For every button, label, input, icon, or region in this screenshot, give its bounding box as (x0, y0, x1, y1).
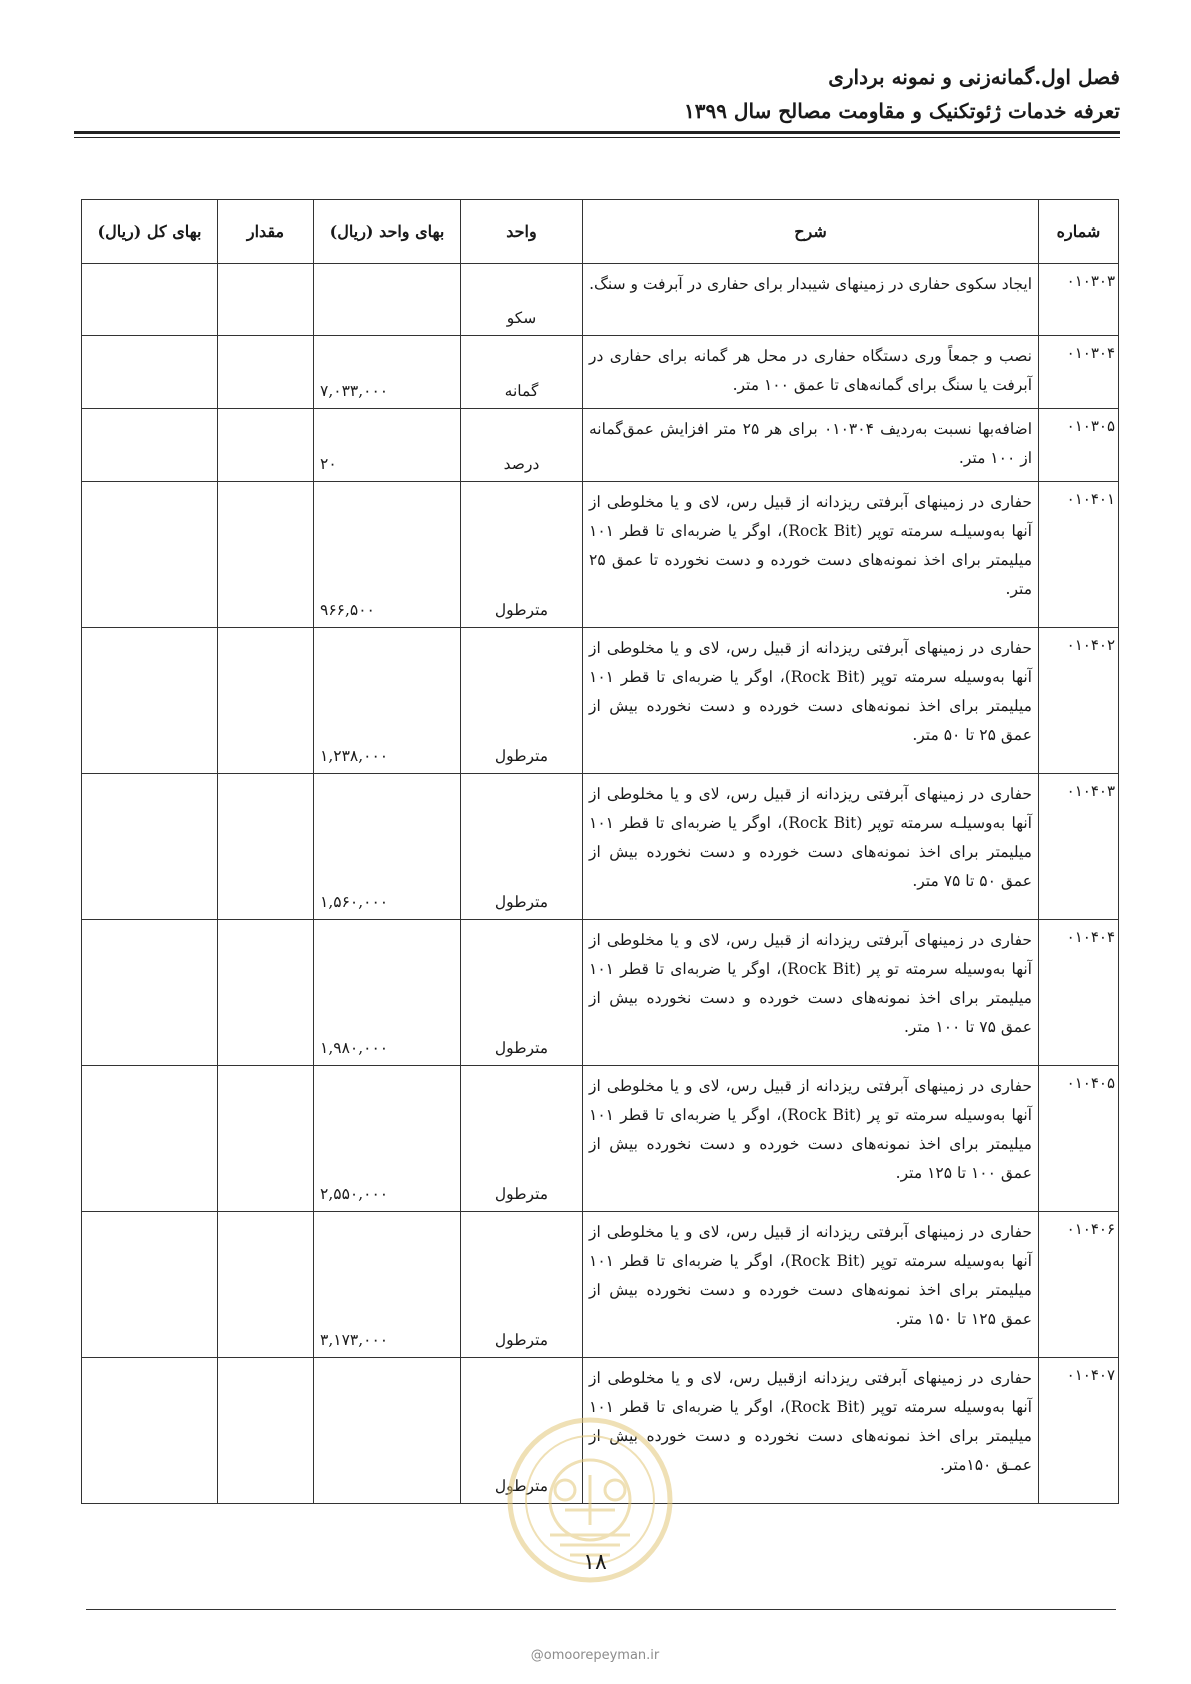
item-number: ۰۱۰۴۰۶ (1039, 1212, 1119, 1358)
item-number: ۰۱۰۴۰۷ (1039, 1358, 1119, 1504)
chapter-title: فصل اول.گمانه‌زنی و نمونه برداری (828, 65, 1120, 89)
item-total (82, 409, 218, 482)
item-number: ۰۱۰۴۰۲ (1039, 628, 1119, 774)
item-number: ۰۱۰۳۰۴ (1039, 336, 1119, 409)
item-description: حفاری در زمینهای آبرفتی ریزدانه از قبیل رس، لای و یا مخلوطی از آنها به‌وسیله سرمته توپر (Rock Bit)، اوگر یا ضربه‌ای تا قطر ۱۰۱ میلیمتر برای اخذ نمونه‌های دست خورده و دست نخورده بیش از عمق ۱۲۵ تا ۱۵۰ متر. (583, 1212, 1039, 1358)
table-row (82, 628, 1119, 774)
table-row (82, 409, 1119, 482)
item-unit: مترطول (461, 774, 583, 920)
item-unit-price: ۹۶۶,۵۰۰ (314, 482, 461, 628)
item-unit-price: ۳,۱۷۳,۰۰۰ (314, 1212, 461, 1358)
item-quantity (218, 1358, 314, 1504)
item-description: اضافه‌بها نسبت به‌ردیف ۰۱۰۳۰۴ برای هر ۲۵ متر افزایش عمق‌گمانه از ۱۰۰ متر. (583, 409, 1039, 482)
item-total (82, 264, 218, 336)
column-header-unit: واحد (461, 200, 583, 264)
table-row (82, 1212, 1119, 1358)
item-unit-price (314, 264, 461, 336)
item-unit: مترطول (461, 482, 583, 628)
item-unit-price (314, 1358, 461, 1504)
item-unit-price: ۲۰ (314, 409, 461, 482)
header-rule-thin (74, 137, 1120, 138)
item-number: ۰۱۰۴۰۳ (1039, 774, 1119, 920)
item-description: حفاری در زمینهای آبرفتی ریزدانه از قبیل رس، لای و یا مخلوطی از آنها به‌وسیله سرمته توپر (Rock Bit)، اوگر یا ضربه‌ای تا قطر ۱۰۱ میلیمتر برای اخذ نمونه‌های دست خورده و دست نخورده بیش از عمق ۲۵ تا ۵۰ متر. (583, 628, 1039, 774)
item-quantity (218, 774, 314, 920)
item-number: ۰۱۰۳۰۵ (1039, 409, 1119, 482)
column-header-number: شماره (1039, 200, 1119, 264)
tariff-table (81, 199, 1119, 1504)
page-number: ۱۸ (583, 1550, 607, 1575)
table-header-row (82, 200, 1119, 264)
item-unit: گمانه (461, 336, 583, 409)
item-quantity (218, 336, 314, 409)
item-description: حفاری در زمینهای آبرفتی ریزدانه از قبیل رس، لای و یا مخلوطی از آنها به‌وسیله سرمته تو پر (Rock Bit)، اوگر یا ضربه‌ای تا قطر ۱۰۱ میلیمتر برای اخذ نمونه‌های دست خورده و دست نخورده بیش از عمق ۷۵ تا ۱۰۰ متر. (583, 920, 1039, 1066)
column-header-description: شرح (583, 200, 1039, 264)
table-row (82, 1066, 1119, 1212)
header-rule-thick (74, 131, 1120, 134)
item-number: ۰۱۰۴۰۴ (1039, 920, 1119, 1066)
item-unit-price: ۲,۵۵۰,۰۰۰ (314, 1066, 461, 1212)
column-header-total: بهای کل (ریال) (82, 200, 218, 264)
item-unit-price: ۱,۲۳۸,۰۰۰ (314, 628, 461, 774)
item-number: ۰۱۰۴۰۱ (1039, 482, 1119, 628)
item-unit: مترطول (461, 1066, 583, 1212)
item-description: حفاری در زمینهای آبرفتی ریزدانه از قبیل رس، لای و یا مخلوطی از آنها به‌وسیله سرمته تو پر (Rock Bit)، اوگر یا ضربه‌ای تا قطر ۱۰۱ میلیمتر برای اخذ نمونه‌های دست خورده و دست نخورده بیش از عمق ۱۰۰ تا ۱۲۵ متر. (583, 1066, 1039, 1212)
item-unit: مترطول (461, 628, 583, 774)
item-unit: درصد (461, 409, 583, 482)
table-row (82, 264, 1119, 336)
item-total (82, 482, 218, 628)
item-description: ایجاد سکوی حفاری در زمینهای شیبدار برای حفاری در آبرفت و سنگ. (583, 264, 1039, 336)
table-row (82, 336, 1119, 409)
item-number: ۰۱۰۳۰۳ (1039, 264, 1119, 336)
item-quantity (218, 920, 314, 1066)
item-total (82, 774, 218, 920)
item-total (82, 1066, 218, 1212)
item-description: حفاری در زمینهای آبرفتی ریزدانه از قبیل رس، لای و یا مخلوطی از آنها به‌وسیلـه سرمته توپر (Rock Bit)، اوگر یا ضربه‌ای تا قطر ۱۰۱ میلیمتر برای اخذ نمونه‌های دست خورده و دست نخورده تا عمق ۲۵ متر. (583, 482, 1039, 628)
item-quantity (218, 1212, 314, 1358)
item-total (82, 628, 218, 774)
item-unit: سکو (461, 264, 583, 336)
item-description: حفاری در زمینهای آبرفتی ریزدانه ازقبیل رس، لای و یا مخلوطی از آنها به‌وسیله سرمته توپر (Rock Bit)، اوگر یا ضربه‌ای تا قطر ۱۰۱ میلیمتر برای اخذ نمونه‌های دست نخورده و دست خورده بیش از عمـق ۱۵۰متر. (583, 1358, 1039, 1504)
item-unit-price: ۱,۵۶۰,۰۰۰ (314, 774, 461, 920)
item-quantity (218, 628, 314, 774)
item-unit: مترطول (461, 1212, 583, 1358)
item-quantity (218, 482, 314, 628)
item-total (82, 1212, 218, 1358)
table-row (82, 774, 1119, 920)
item-quantity (218, 409, 314, 482)
item-total (82, 920, 218, 1066)
item-unit-price: ۱,۹۸۰,۰۰۰ (314, 920, 461, 1066)
item-description: حفاری در زمینهای آبرفتی ریزدانه از قبیل رس، لای و یا مخلوطی از آنها به‌وسیلـه سرمته توپر (Rock Bit)، اوگر یا ضربه‌ای تا قطر ۱۰۱ میلیمتر برای اخذ نمونه‌های دست خورده و دست نخورده بیش از عمق ۵۰ تا ۷۵ متر. (583, 774, 1039, 920)
item-unit: مترطول (461, 920, 583, 1066)
footer-rule (86, 1609, 1116, 1610)
document-title: تعرفه خدمات ژئوتکنیک و مقاومت مصالح سال ۱۳۹۹ (683, 99, 1120, 123)
item-unit-price: ۷,۰۳۳,۰۰۰ (314, 336, 461, 409)
item-total (82, 1358, 218, 1504)
item-total (82, 336, 218, 409)
website-watermark: @omoorepeyman.ir (530, 1648, 660, 1663)
item-unit: مترطول (461, 1358, 583, 1504)
item-number: ۰۱۰۴۰۵ (1039, 1066, 1119, 1212)
item-quantity (218, 1066, 314, 1212)
page-header (74, 60, 1120, 128)
item-quantity (218, 264, 314, 336)
table-row (82, 920, 1119, 1066)
table-row (82, 482, 1119, 628)
column-header-quantity: مقدار (218, 200, 314, 264)
column-header-unit-price: بهای واحد (ریال) (314, 200, 461, 264)
item-description: نصب و جمعاً وری دستگاه حفاری در محل هر گمانه برای حفاری در آبرفت یا سنگ برای گمانه‌های تا عمق ۱۰۰ متر. (583, 336, 1039, 409)
